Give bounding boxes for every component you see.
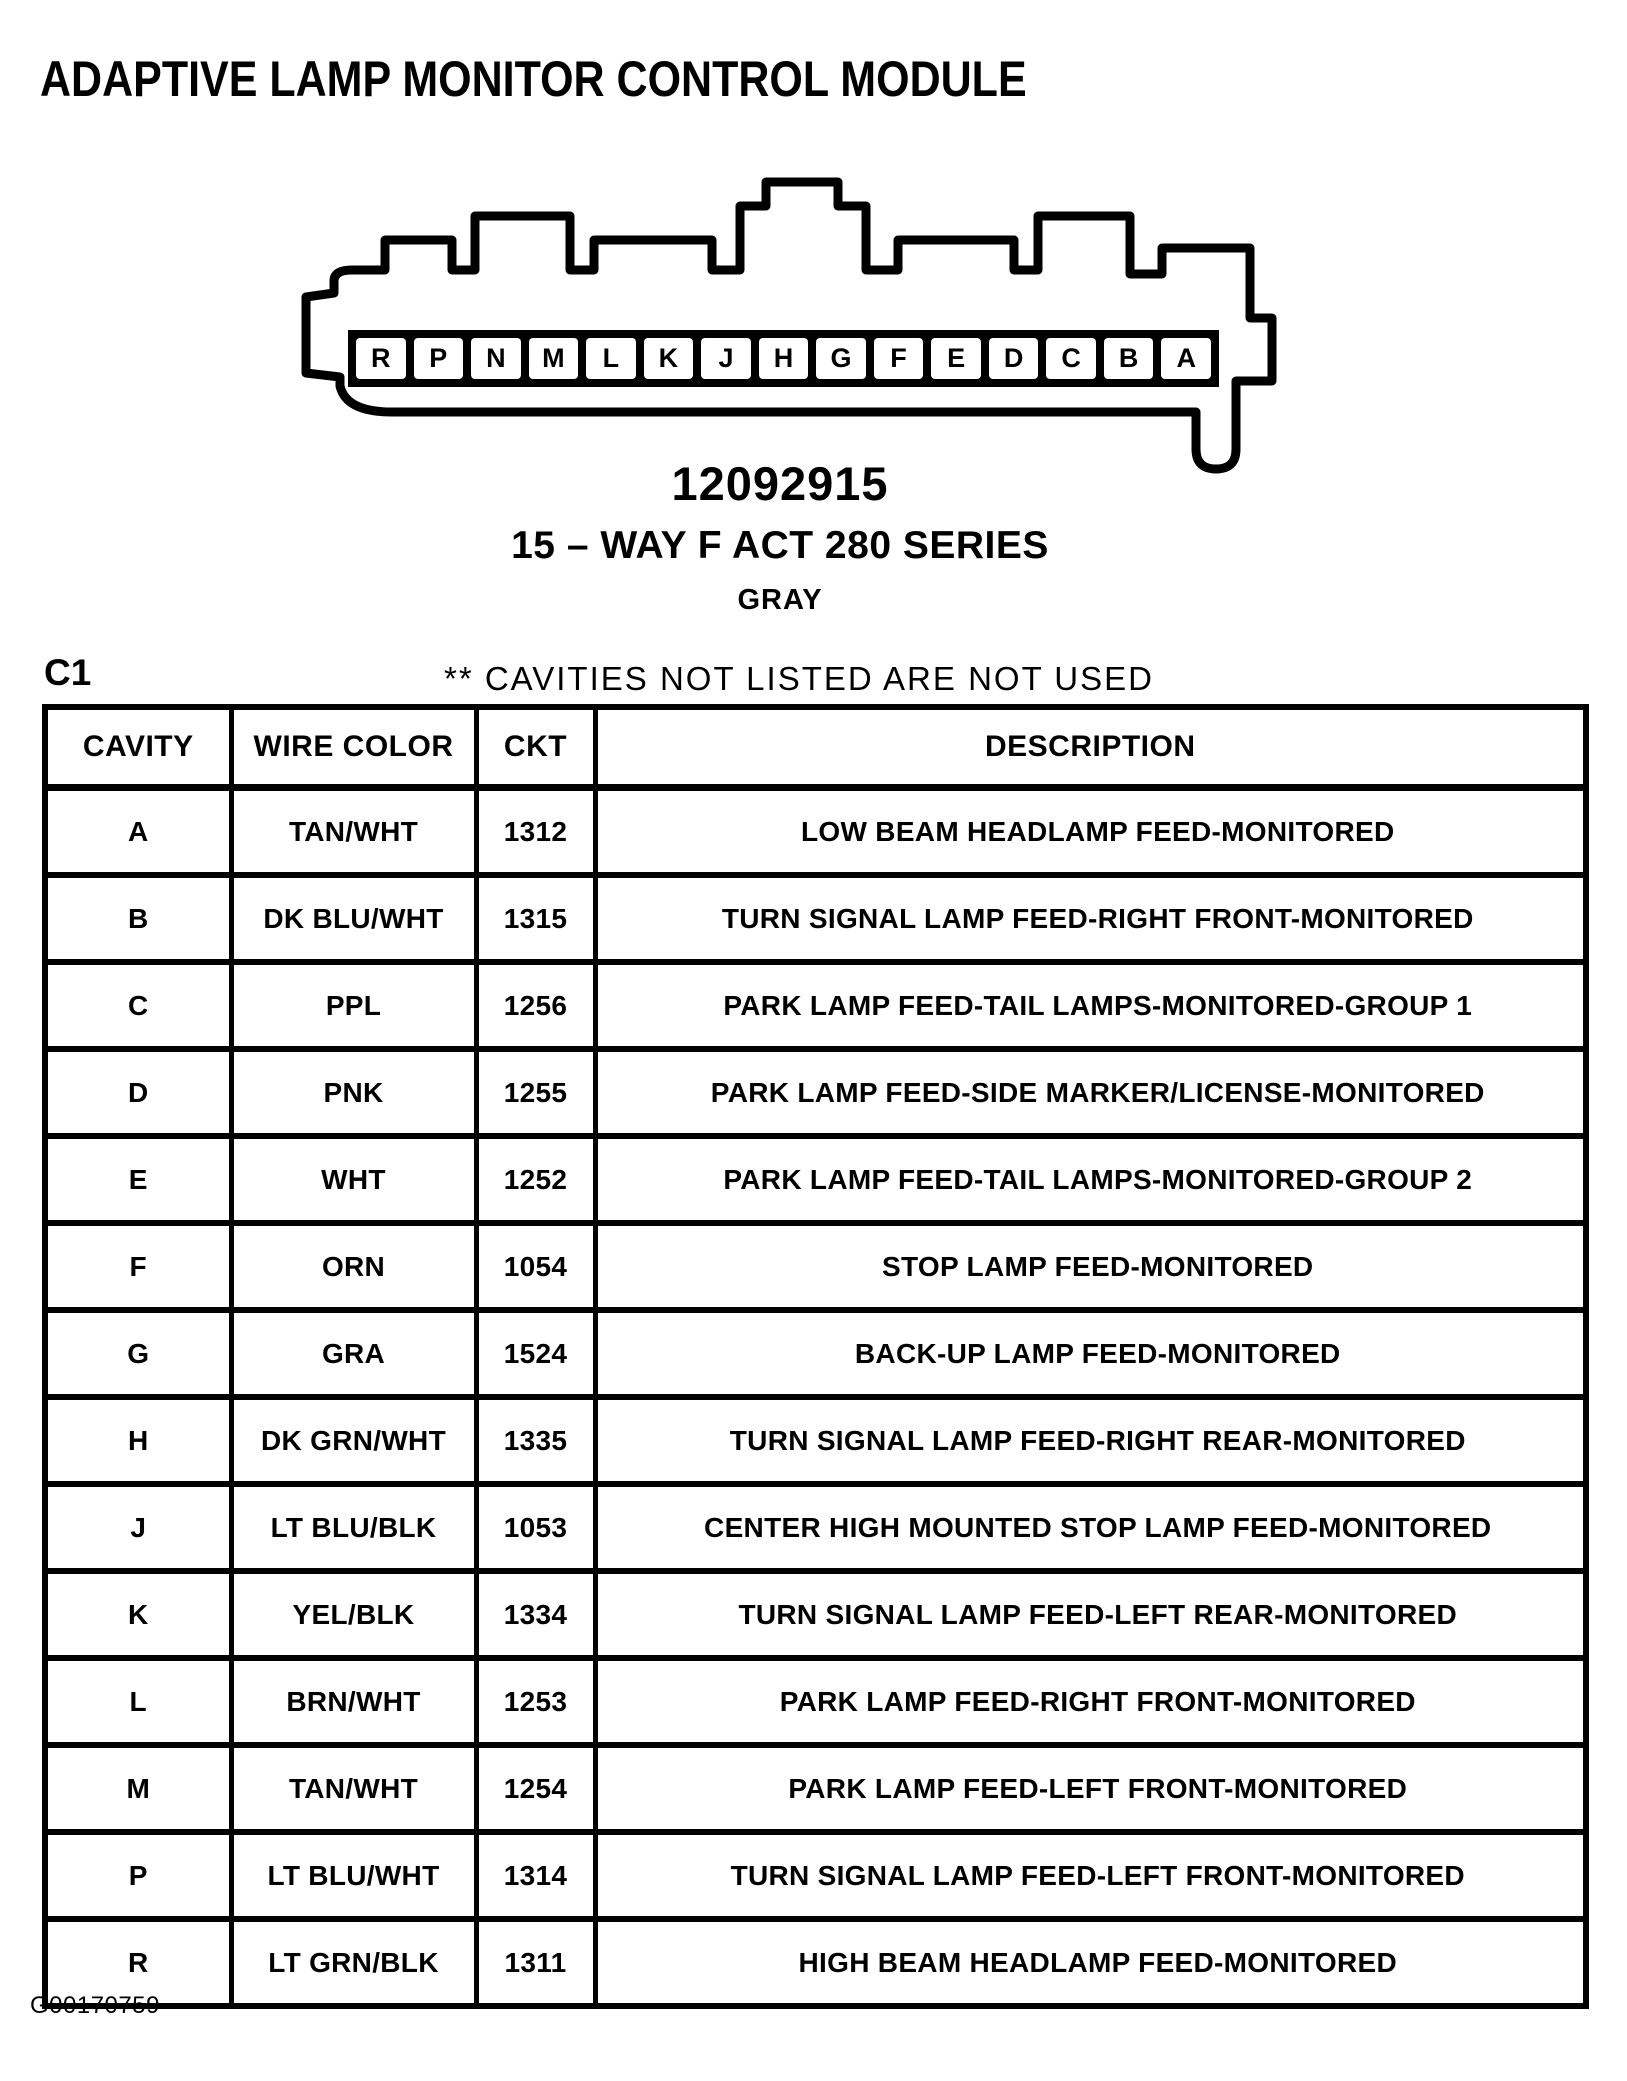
page-title: ADAPTIVE LAMP MONITOR CONTROL MODULE xyxy=(40,51,1027,107)
table-header-row xyxy=(45,707,1586,788)
pin-cell-L: L xyxy=(586,338,636,379)
connector-outline-drawing xyxy=(290,165,1320,480)
description-cell: BACK-UP LAMP FEED-MONITORED xyxy=(595,1310,1586,1397)
header-wire-color: WIRE COLOR xyxy=(231,707,476,788)
wire-color-cell: GRA xyxy=(231,1310,476,1397)
wire-color-cell: LT GRN/BLK xyxy=(231,1919,476,2006)
description-cell: TURN SIGNAL LAMP FEED-RIGHT FRONT-MONITORED xyxy=(595,875,1586,962)
cavity-cell: L xyxy=(45,1658,231,1745)
header-description: DESCRIPTION xyxy=(595,707,1586,788)
ckt-cell: 1252 xyxy=(476,1136,595,1223)
wire-color-cell: PNK xyxy=(231,1049,476,1136)
ckt-cell: 1253 xyxy=(476,1658,595,1745)
table-row-cavity-R xyxy=(45,1919,1586,2006)
table-row-cavity-M xyxy=(45,1745,1586,1832)
pin-cell-M: M xyxy=(529,338,579,379)
cavity-cell: C xyxy=(45,962,231,1049)
cavity-cell: J xyxy=(45,1484,231,1571)
pin-cell-F: F xyxy=(874,338,924,379)
description-cell: CENTER HIGH MOUNTED STOP LAMP FEED-MONITORED xyxy=(595,1484,1586,1571)
table-row-cavity-J xyxy=(45,1484,1586,1571)
pin-cell-N: N xyxy=(471,338,521,379)
table-row-cavity-D xyxy=(45,1049,1586,1136)
pinout-table xyxy=(42,704,1589,2009)
ckt-cell: 1312 xyxy=(476,788,595,876)
pin-cell-J: J xyxy=(701,338,751,379)
connector-id-label: C1 xyxy=(44,652,92,693)
cavity-cell: M xyxy=(45,1745,231,1832)
header-cavity: CAVITY xyxy=(45,707,231,788)
cavity-cell: B xyxy=(45,875,231,962)
pin-cell-B: B xyxy=(1104,338,1154,379)
description-cell: PARK LAMP FEED-RIGHT FRONT-MONITORED xyxy=(595,1658,1586,1745)
cavity-cell: G xyxy=(45,1310,231,1397)
table-row-cavity-A xyxy=(45,788,1586,876)
wire-color-cell: ORN xyxy=(231,1223,476,1310)
table-row-cavity-B xyxy=(45,875,1586,962)
cavities-note: ** CAVITIES NOT LISTED ARE NOT USED xyxy=(444,660,1154,697)
table-row-cavity-P xyxy=(45,1832,1586,1919)
wire-color-cell: BRN/WHT xyxy=(231,1658,476,1745)
ckt-cell: 1053 xyxy=(476,1484,595,1571)
ckt-cell: 1334 xyxy=(476,1571,595,1658)
description-cell: TURN SIGNAL LAMP FEED-RIGHT REAR-MONITORED xyxy=(595,1397,1586,1484)
table-row-cavity-E xyxy=(45,1136,1586,1223)
description-cell: PARK LAMP FEED-TAIL LAMPS-MONITORED-GROUP 2 xyxy=(595,1136,1586,1223)
ckt-cell: 1256 xyxy=(476,962,595,1049)
pin-cell-E: E xyxy=(931,338,981,379)
table-row-cavity-L xyxy=(45,1658,1586,1745)
figure-id: G00170759 xyxy=(30,1992,160,2019)
cavity-cell: E xyxy=(45,1136,231,1223)
wire-color-cell: LT BLU/BLK xyxy=(231,1484,476,1571)
cavity-cell: P xyxy=(45,1832,231,1919)
wire-color-cell: TAN/WHT xyxy=(231,1745,476,1832)
cavity-cell: D xyxy=(45,1049,231,1136)
wire-color-cell: DK GRN/WHT xyxy=(231,1397,476,1484)
pin-cell-P: P xyxy=(414,338,464,379)
pin-cell-G: G xyxy=(816,338,866,379)
description-cell: TURN SIGNAL LAMP FEED-LEFT REAR-MONITORED xyxy=(595,1571,1586,1658)
ckt-cell: 1524 xyxy=(476,1310,595,1397)
connector-housing-color: GRAY xyxy=(737,584,823,616)
pin-cell-K: K xyxy=(644,338,694,379)
description-cell: LOW BEAM HEADLAMP FEED-MONITORED xyxy=(595,788,1586,876)
wire-color-cell: WHT xyxy=(231,1136,476,1223)
table-row-cavity-C xyxy=(45,962,1586,1049)
ckt-cell: 1255 xyxy=(476,1049,595,1136)
wire-color-cell: DK BLU/WHT xyxy=(231,875,476,962)
table-row-cavity-H xyxy=(45,1397,1586,1484)
ckt-cell: 1314 xyxy=(476,1832,595,1919)
description-cell: HIGH BEAM HEADLAMP FEED-MONITORED xyxy=(595,1919,1586,2006)
connector-body-outline xyxy=(306,182,1272,469)
description-cell: PARK LAMP FEED-TAIL LAMPS-MONITORED-GROUP 1 xyxy=(595,962,1586,1049)
description-cell: PARK LAMP FEED-SIDE MARKER/LICENSE-MONITORED xyxy=(595,1049,1586,1136)
cavity-cell: F xyxy=(45,1223,231,1310)
description-cell: STOP LAMP FEED-MONITORED xyxy=(595,1223,1586,1310)
wire-color-cell: YEL/BLK xyxy=(231,1571,476,1658)
connector-pin-row xyxy=(348,330,1219,387)
description-cell: PARK LAMP FEED-LEFT FRONT-MONITORED xyxy=(595,1745,1586,1832)
pin-cell-C: C xyxy=(1046,338,1096,379)
wire-color-cell: LT BLU/WHT xyxy=(231,1832,476,1919)
pin-cell-H: H xyxy=(759,338,809,379)
ckt-cell: 1315 xyxy=(476,875,595,962)
wire-color-cell: TAN/WHT xyxy=(231,788,476,876)
connector-series-label: 15 – WAY F ACT 280 SERIES xyxy=(511,524,1049,567)
wire-color-cell: PPL xyxy=(231,962,476,1049)
table-row-cavity-K xyxy=(45,1571,1586,1658)
connector-part-number: 12092915 xyxy=(671,457,889,510)
cavity-cell: R xyxy=(45,1919,231,2006)
header-ckt: CKT xyxy=(476,707,595,788)
description-cell: TURN SIGNAL LAMP FEED-LEFT FRONT-MONITORED xyxy=(595,1832,1586,1919)
cavity-cell: H xyxy=(45,1397,231,1484)
ckt-cell: 1054 xyxy=(476,1223,595,1310)
table-row-cavity-G xyxy=(45,1310,1586,1397)
cavity-cell: K xyxy=(45,1571,231,1658)
pin-cell-A: A xyxy=(1161,338,1211,379)
pin-cell-R: R xyxy=(356,338,406,379)
ckt-cell: 1254 xyxy=(476,1745,595,1832)
pin-cell-D: D xyxy=(989,338,1039,379)
ckt-cell: 1335 xyxy=(476,1397,595,1484)
table-row-cavity-F xyxy=(45,1223,1586,1310)
ckt-cell: 1311 xyxy=(476,1919,595,2006)
cavity-cell: A xyxy=(45,788,231,876)
